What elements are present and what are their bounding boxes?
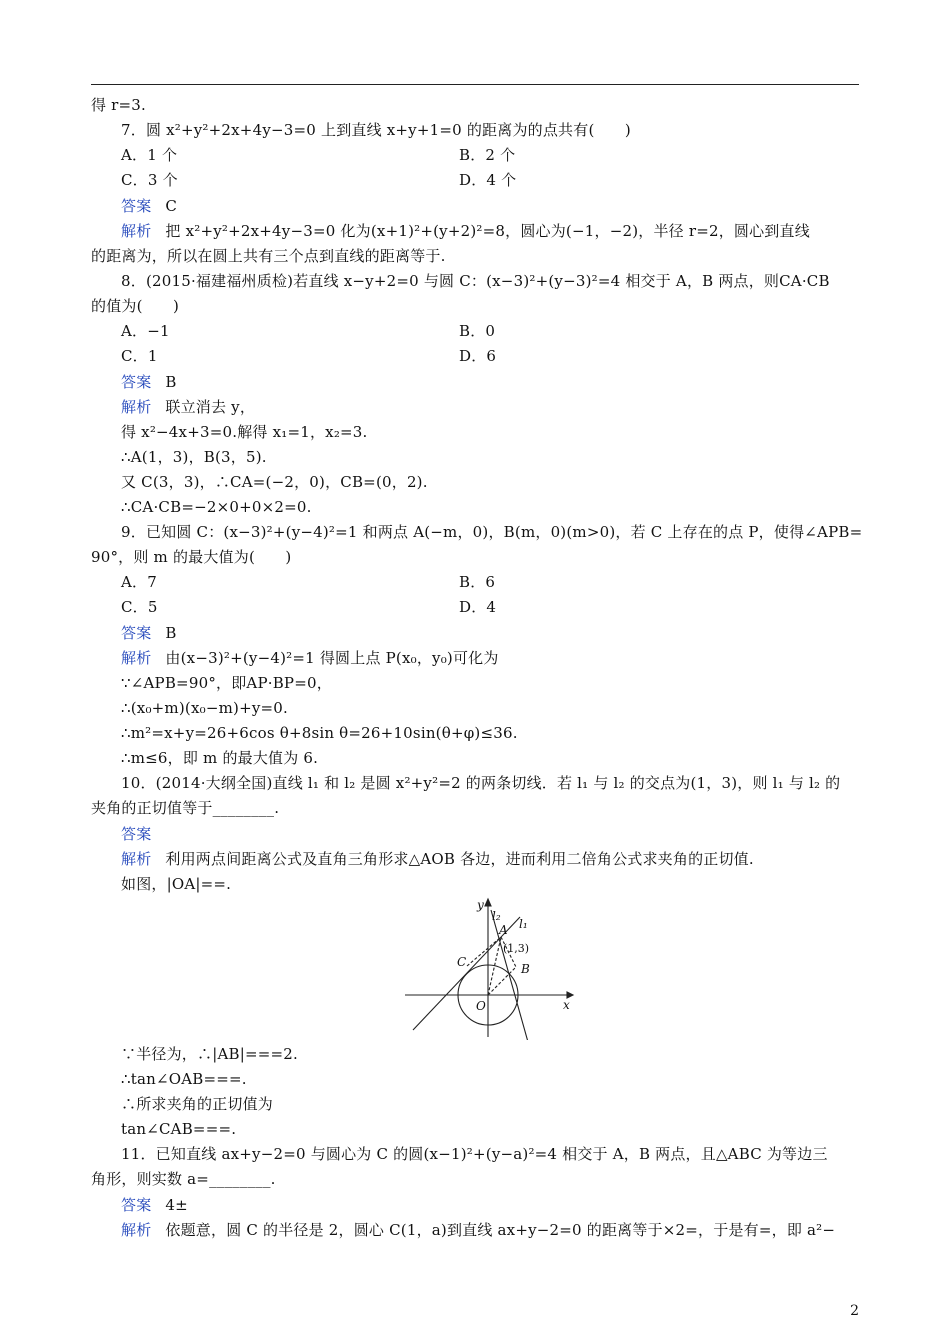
page-number: 2	[850, 1303, 859, 1319]
solution-tag: 解析	[121, 649, 152, 667]
option-a: A．−1	[121, 322, 170, 340]
segment-ob	[488, 967, 516, 995]
solution-text: 由(x−3)²+(y−4)²=1 得圆上点 P(x₀，y₀)可化为	[165, 649, 499, 667]
solution-text: 又 C(3，3)，∴CA=(−2，0)，CB=(0，2).	[121, 473, 428, 491]
answer-value: 4±	[165, 1196, 188, 1214]
label-b: B	[521, 962, 530, 976]
solution-text: ∵∠APB=90°，即AP·BP=0，	[121, 674, 332, 692]
solution-tag: 解析	[121, 398, 152, 416]
answer-tag: 答案	[121, 197, 152, 215]
solution-text: 如图，|OA|==.	[121, 875, 232, 893]
question-10-cont: 夹角的正切值等于________.	[91, 799, 280, 817]
label-l2: l₂	[492, 909, 501, 923]
answer-line	[121, 372, 177, 392]
answer-value: B	[165, 624, 177, 642]
solution-tag: 解析	[121, 222, 152, 240]
question-10: 10．(2014·大纲全国)直线 l₁ 和 l₂ 是圆 x²+y²=2 的两条切线．若 l₁ 与 l₂ 的交点为(1，3)，则 l₁ 与 l₂ 的	[121, 774, 841, 792]
solution-line	[121, 397, 255, 417]
y-axis-arrow	[485, 899, 491, 906]
header-rule	[91, 84, 859, 85]
option-d: D．4 个	[459, 171, 517, 189]
solution-text: 利用两点间距离公式及直角三角形求△AOB 各边，进而利用二倍角公式求夹角的正切值.	[165, 850, 754, 868]
solution-tag: 解析	[121, 850, 152, 868]
text-line: 得 r=3.	[91, 96, 147, 114]
question-11-cont: 角形，则实数 a=________.	[91, 1170, 276, 1188]
question-9: 9．已知圆 C：(x−3)²+(y−4)²=1 和两点 A(−m，0)，B(m，0)(m>0)，若 C 上存在的点 P，使得∠APB=	[121, 523, 863, 541]
label-y: y	[477, 898, 484, 912]
solution-text: ∴m≤6，即 m 的最大值为 6.	[121, 749, 319, 767]
answer-tag: 答案	[121, 1196, 152, 1214]
question-8: 8．(2015·福建福州质检)若直线 x−y+2=0 与圆 C：(x−3)²+(y−3)²=4 相交于 A，B 两点，则CA·CB	[121, 272, 830, 290]
option-d: D．4	[459, 598, 497, 616]
solution-text: ∴A(1，3)，B(3，5).	[121, 448, 267, 466]
solution-text: ∴m²=x+y=26+6cos θ+8sin θ=26+10sin(θ+φ)≤36.	[121, 724, 518, 742]
label-point: (1,3)	[503, 942, 530, 955]
answer-tag: 答案	[121, 373, 152, 391]
question-9-cont: 90°，则 m 的最大值为( )	[91, 548, 292, 566]
question-7: 7．圆 x²+y²+2x+4y−3=0 上到直线 x+y+1=0 的距离为的点共有( )	[121, 121, 631, 139]
solution-text: 依题意，圆 C 的半径是 2，圆心 C(1，a)到直线 ax+y−2=0 的距离等于×2=，于是有=，即 a²−	[165, 1221, 836, 1239]
label-x: x	[563, 998, 570, 1012]
solution-text: 把 x²+y²+2x+4y−3=0 化为(x+1)²+(y+2)²=8，圆心为(−1，−2)，半径 r=2，圆心到直线	[165, 222, 810, 240]
answer-line	[121, 196, 177, 216]
label-a: A	[499, 923, 508, 937]
solution-text: ∴(x₀+m)(x₀−m)+y=0.	[121, 699, 289, 717]
label-o: O	[476, 999, 486, 1013]
solution-text: 联立消去 y，	[165, 398, 256, 416]
solution-text: 得 x²−4x+3=0.解得 x₁=1，x₂=3.	[121, 423, 368, 441]
segment-ca	[467, 937, 501, 966]
answer-value: C	[165, 197, 178, 215]
option-a: A．7	[121, 573, 157, 591]
option-a: A．1 个	[121, 146, 178, 164]
solution-text: ∴所求夹角的正切值为	[121, 1095, 274, 1113]
solution-text: tan∠CAB===.	[121, 1120, 237, 1138]
solution-text: 的距离为，所以在圆上共有三个点到直线的距离等于.	[91, 247, 446, 265]
solution-tag: 解析	[121, 1221, 152, 1239]
option-c: C．5	[121, 598, 158, 616]
option-b: B．2 个	[459, 146, 516, 164]
solution-text: ∵半径为，∴|AB|===2.	[121, 1045, 298, 1063]
answer-value: B	[165, 373, 177, 391]
label-l1: l₁	[519, 917, 528, 931]
tangent-lines-figure	[405, 895, 575, 1040]
solution-line	[121, 221, 810, 241]
option-c: C．1	[121, 347, 158, 365]
solution-line	[121, 849, 754, 869]
label-c: C	[457, 955, 467, 969]
answer-tag: 答案	[121, 624, 152, 642]
solution-line	[121, 1220, 835, 1240]
question-8-cont: 的值为( )	[91, 297, 180, 315]
option-b: B．0	[459, 322, 496, 340]
question-11: 11．已知直线 ax+y−2=0 与圆心为 C 的圆(x−1)²+(y−a)²=4 相交于 A，B 两点，且△ABC 为等边三	[121, 1145, 828, 1163]
option-c: C．3 个	[121, 171, 178, 189]
solution-line	[121, 648, 499, 668]
solution-text: ∴tan∠OAB===.	[121, 1070, 247, 1088]
answer-line	[121, 824, 165, 844]
solution-text: ∴CA·CB=−2×0+0×2=0.	[121, 498, 312, 516]
answer-tag: 答案	[121, 825, 152, 843]
option-b: B．6	[459, 573, 496, 591]
answer-line	[121, 623, 177, 643]
option-d: D．6	[459, 347, 497, 365]
answer-line	[121, 1195, 188, 1215]
